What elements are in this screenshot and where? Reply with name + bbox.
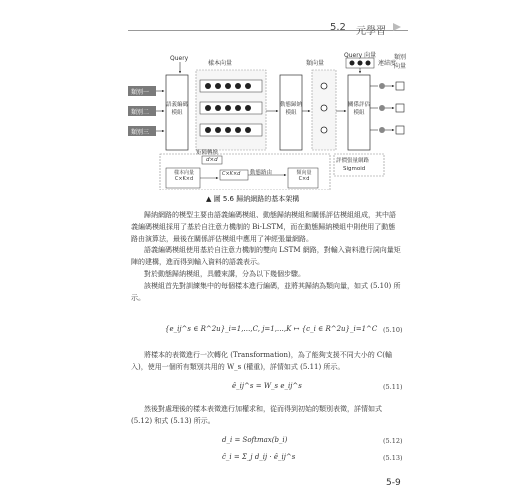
equation-5-13: ĉ_i = Σ_j d_ij · ê_ij^s	[222, 453, 296, 461]
label-induction: 動態歸納 模組	[280, 102, 303, 116]
paragraph-5: 將樣本的表徵進行一次轉化 (Transformation)，為了能夠支援不同大小的 C(輸入)，使用一個所有類別共用的 W_s (權重)，詳情如式 (5.11) 所示。	[131, 351, 393, 371]
label-class-1: 類別一	[131, 89, 150, 96]
equation-number-5-10: (5.10)	[383, 326, 403, 334]
paragraph-2: 語義編碼模組使用基於自注意力機制的雙向 LSTM 網路，對輸入資料進行詞向量矩陣的建構，進而得到輸入資料的語義表示。	[131, 246, 401, 267]
label-dynamic-routing: 動態路由	[250, 170, 273, 176]
label-tensor-net: 評價張量網路	[336, 158, 370, 164]
label-ckd: C×K×d	[222, 171, 241, 177]
header-arrow-icon	[392, 22, 402, 32]
header-title: 元學習	[356, 26, 386, 37]
label-class-2: 類別二	[131, 109, 150, 116]
label-query: Query	[170, 55, 189, 62]
equation-number-5-11: (5.11)	[383, 383, 403, 391]
label-relation-module: 關係評估 模組	[348, 102, 371, 116]
label-encoder: 語義編碼 模組	[166, 102, 189, 116]
equation-5-11: ê_ij^s = W_s e_ij^s	[232, 382, 302, 390]
paragraph-1: 歸納網路的模型主要由語義編碼模組、動態歸納模組和關係評估模組組成，其中語義編碼模組採用了基於自注意力機制的 Bi-LSTM，而在動態歸納模組中則使用了動態路由演算法，最後在關係評估模組中應用了神經張量網路。	[131, 211, 396, 243]
equation-number-5-13: (5.13)	[383, 454, 403, 462]
body-text	[131, 210, 401, 304]
equation-5-10: {e_ij^s ∈ R^2u}_i=1,…,C, j=1,…,K ↦ {c_i ∈ R^2u}_i=1^C	[165, 325, 378, 333]
equation-5-12: d_i = Softmax(b_i)	[222, 436, 288, 444]
label-sample-box: 樣本向量 C×K×d	[173, 170, 194, 182]
paragraph-3: 對於動態歸納模組，具體來講，分為以下幾個步驟。	[144, 269, 305, 278]
equation-number-5-12: (5.12)	[383, 437, 403, 445]
page-number: 5-9	[386, 478, 401, 488]
paragraph-5-wrap	[131, 350, 401, 374]
label-class-prob: 類別 向量	[394, 54, 407, 70]
header-section: 5.2	[330, 22, 346, 33]
paragraph-6: 然後對處理後的樣本表徵進行加權求和，從而得到初始的類別表徵，詳情如式 (5.12) 和式 (5.13) 所示。	[131, 405, 382, 425]
label-dxd: d×d	[206, 157, 218, 163]
paragraph-6-wrap	[131, 404, 401, 428]
label-class-box: 類向量 C×d	[296, 170, 312, 182]
paragraph-4: 該模組首先對訓練集中的每個樣本進行編碼，並將其歸納為類向量，如式 (5.10) 所示。	[131, 281, 401, 302]
figure-caption: ▲ 圖 5.6 歸納網路的基本架構	[206, 195, 300, 203]
label-query-vector: Query 向量	[344, 52, 377, 59]
label-sigmoid: Sigmoid	[343, 166, 366, 172]
label-class-3: 類別三	[131, 129, 150, 136]
label-class-vector: 類向量	[306, 60, 325, 67]
label-matrix-transform: 矩陣轉換	[196, 150, 219, 156]
label-sample-vector: 樣本向量	[208, 60, 233, 67]
label-relation: 連結度	[378, 60, 397, 67]
